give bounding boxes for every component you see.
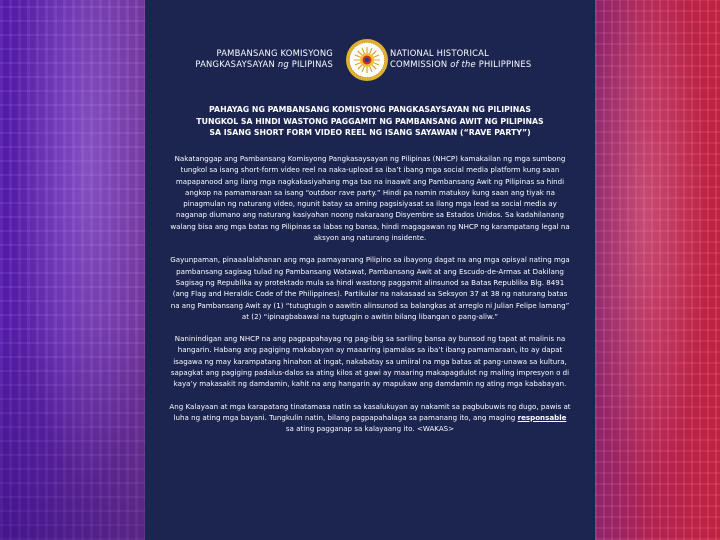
paragraph-1: Nakatanggap ang Pambansang Komisyong Pangkasaysayan ng Pilipinas (NHCP) kamakailan ng mga sumbong tungkol sa isang short-form video reel na naka-upload sa iba’t ibang mga social media platform kung saan mapapanood ang ilang mga nagkakasiyahang mga tao na inaawit ang Pambansang Awit ng Pilipinas sa hindi angkop na pamamaraan sa isang “outdoor rave party.” Hindi pa namin matukoy kung saan ang tiyak na pinagmulan ng naturang video, ngunit batay sa aming pagsisiyasat sa ilang mga lead sa social media ay naganap diumano ang naturang kasiyahan noong nakaraang Disyembre sa Estados Unidos. Sa kadahilanang walang bisa ang mga batas ng Pilipinas sa labas ng bansa, hindi magagawan ng NHCP ng karampatang legal na aksyon ang naturang insidente. bbox=[170, 154, 570, 243]
paragraph-4: Ang Kalayaan at mga karapatang tinatamasa natin sa kasalukuyan ay nakamit sa pagbubuwis ng dugo, pawis at luha ng ating mga bayani. Tungkulin natin, bilang pagpapahalaga sa pamanang ito, ang maging responsable sa ating pagganap sa kalayaang ito. <WAKAS> bbox=[169, 401, 571, 434]
statement-panel bbox=[145, 0, 595, 540]
agency-header bbox=[145, 36, 595, 86]
paragraph-3: Naninindigan ang NHCP na ang pagpapahayag ng pag-ibig sa sariling bansa ay bunsod ng tapat at malinis na hangarin. Habang ang pagiging makabayan ay maaaring ipamalas sa iba’t ibang pamamaraan, ito ay dapat isagawa ng may karampatang hinahon at ingat, nakabatay sa umiiral na mga batas at pang-unawa sa kultura, sapagkat ang pagiging padalus-dalos sa ating kilos at gawi ay maaring makapagdulot ng maling impresyon o di kaya’y makasakit ng damdamin, kahit na ang hangarin ay mapukaw ang damdamin ng ating mga kababayan. bbox=[170, 334, 570, 389]
right-background-photo bbox=[595, 0, 720, 540]
paragraph-2: Gayunpaman, pinaaalalahanan ang mga pamayanang Pilipino sa ibayong dagat na ang mga opisyal nating mga pambansang sagisag tulad ng Pambansang Watawat, Pambansang Awit at ang Escudo-de-Armas at Dakilang Sagisag ng Republika ay protektado mula sa hindi wastong paggamit alinsunod sa Batas Republika Blg. 8491 (ang Flag and Heraldic Code of the Philippines). Partikular na nakasaad sa Seksyon 37 at 38 ng naturang batas na ang Pambansang Awit ay (1) “tutugtugin o aawitin alinsunod sa balangkas at arreglo ni Julian Felipe lamang” at (2) “ipinagbabawal na tugtugin o awitin bilang libangan o pang-aliw.” bbox=[170, 255, 570, 321]
statement-title: PAHAYAG NG PAMBANSANG KOMISYONG PANGKASAYSAYAN NG PILIPINAS TUNGKOL SA HINDI WASTONG PAGGAMIT NG PAMBANSANG AWIT NG PILIPINAS SA ISANG SHORT FORM VIDEO REEL NG ISANG SAYAWAN (“RAVE PARTY”) bbox=[196, 105, 544, 137]
nhcp-seal-icon bbox=[345, 38, 389, 82]
left-background-photo bbox=[0, 0, 145, 540]
agency-name-filipino: PAMBANSANG KOMISYONG PANGKASAYSAYAN ng PILIPINAS bbox=[195, 48, 333, 69]
agency-name-english: NATIONAL HISTORICAL COMMISSION of the PHILIPPINES bbox=[390, 48, 532, 69]
statement-body bbox=[169, 153, 571, 446]
emphasis-responsable: responsable bbox=[517, 412, 567, 422]
